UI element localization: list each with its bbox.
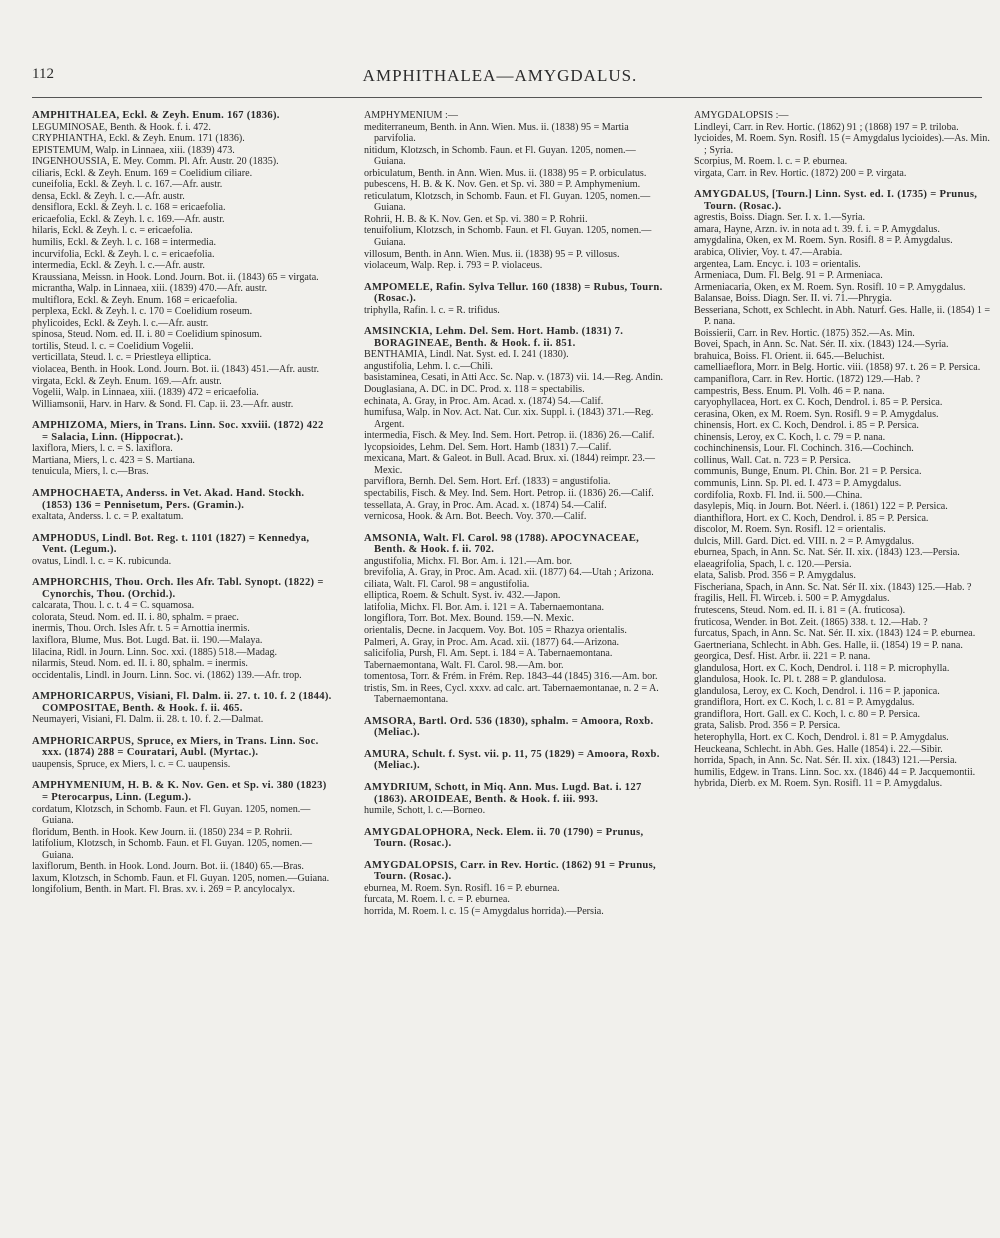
genus-entry — [32, 577, 332, 681]
species-line: agrestis, Boiss. Diagn. Ser. I. x. 1.—Syria. — [694, 212, 866, 224]
species-line: Fischeriana, Spach, in Ann. Sc. Nat. Sér II. xix. (1843) 125.—Hab. ? — [694, 581, 972, 593]
species-line: perplexa, Eckl. & Zeyh. l. c. 170 = Coelidium roseum. — [32, 306, 253, 318]
column-right — [694, 110, 994, 800]
species-line: orientalis, Decne. in Jacquem. Voy. Bot. 105 = Rhazya orientalis. — [364, 624, 627, 636]
species-line: glandulosa, Leroy, ex C. Koch, Dendrol. i. 116 = P. japonica. — [694, 685, 940, 697]
genus-entry — [32, 420, 332, 478]
species-line: caryophyllacea, Hort. ex C. Koch, Dendrol. i. 85 = P. Persica. — [694, 397, 943, 409]
genus-heading: AMYGDALUS, [Tourn.] Linn. Syst. ed. I. (1735) = Prunus, Tourn. (Rosac.). — [694, 189, 978, 212]
species-line: nilarmis, Steud. Nom. ed. II. i. 80, sphalm. = inermis. — [32, 658, 248, 670]
genus-heading: AMPHIZOMA, Miers, in Trans. Linn. Soc. xxviii. (1872) 422 = Salacia, Linn. (Hippocrat.). — [32, 420, 324, 443]
species-line: violacea, Benth. in Hook. Lond. Journ. Bot. ii. (1843) 451.—Afr. austr. — [32, 364, 320, 376]
species-line: grata, Salisb. Prod. 356 = P. Persica. — [694, 720, 841, 732]
species-line: elliptica, Roem. & Schult. Syst. iv. 432.—Japon. — [364, 590, 561, 602]
species-line: camelliaeflora, Morr. in Belg. Hortic. viii. (1858) 97. t. 26 = P. Persica. — [694, 362, 981, 374]
species-line: intermedia, Fisch. & Mey. Ind. Sem. Hort. Petrop. ii. (1836) 26.—Calif. — [364, 430, 655, 442]
species-line: triphylla, Rafin. l. c. = R. trifidus. — [364, 304, 500, 316]
genus-heading: AMPHORICARPUS, Visiani, Fl. Dalm. ii. 27. t. 10. f. 2 (1844). COMPOSITAE, Benth. & Hook. f. ii. 465. — [32, 691, 332, 714]
species-line: reticulatum, Klotzsch, in Schomb. Faun. et Fl. Guyan. 1205, nomen.—Guiana. — [364, 190, 651, 214]
species-line: Besseriana, Schott, ex Schlecht. in Abh. Naturf. Ges. Halle, ii. (1854) 1 = P. nana. — [694, 304, 991, 328]
species-line: ciliaris, Eckl. & Zeyh. Enum. 169 = Coelidium ciliare. — [32, 167, 253, 179]
species-line: occidentalis, Lindl. in Journ. Linn. Soc. vi. (1862) 139.—Afr. trop. — [32, 669, 302, 681]
species-line: Kraussiana, Meissn. in Hook. Lond. Journ. Bot. ii. (1843) 65 = virgata. — [32, 271, 319, 283]
species-line: furcatus, Spach, in Ann. Sc. Nat. Sér. II. xix. (1843) 124 = P. eburnea. — [694, 628, 976, 640]
species-line: amygdalina, Oken, ex M. Roem. Syn. Rosifl. 8 = P. Amygdalus. — [694, 235, 953, 247]
genus-entry — [364, 326, 664, 522]
species-line: chinensis, Hort. ex C. Koch, Dendrol. i. 85 = P. Persica. — [694, 420, 919, 432]
species-line: ericaefolia, Eckl. & Zeyh. l. c. 169.—Afr. austr. — [32, 213, 225, 225]
species-line: argentea, Lam. Encyc. i. 103 = orientalis. — [694, 258, 861, 270]
species-line: Douglasiana, A. DC. in DC. Prod. x. 118 = spectabilis. — [364, 384, 585, 396]
species-line: dasylepis, Miq. in Journ. Bot. Néerl. i. (1861) 122 = P. Persica. — [694, 501, 948, 513]
species-line: Armeniaca, Dum. Fl. Belg. 91 = P. Armeniaca. — [694, 270, 883, 282]
species-line: ciliata, Walt. Fl. Carol. 98 = angustifolia. — [364, 578, 530, 590]
species-line: violaceum, Walp. Rep. i. 793 = P. violaceus. — [364, 260, 543, 272]
species-line: grandiflora, Hort. ex C. Koch, l. c. 81 = P. Amygdalus. — [694, 697, 915, 709]
species-line: hilaris, Eckl. & Zeyh. l. c. = ericaefolia. — [32, 225, 193, 237]
species-line: ovatus, Lindl. l. c. = K. rubicunda. — [32, 555, 172, 567]
species-line: uaupensis, Spruce, ex Miers, l. c. = C. uaupensis. — [32, 758, 231, 770]
genus-entry — [364, 282, 664, 317]
species-line: Vogelii, Walp. in Linnaea, xiii. (1839) 472 = ericaefolia. — [32, 387, 259, 399]
genus-heading: AMPHORCHIS, Thou. Orch. Iles Afr. Tabl. Synopt. (1822) = Cynorchis, Thou. (Orchid.). — [32, 577, 324, 600]
species-line: cordifolia, Roxb. Fl. Ind. ii. 500.—China. — [694, 489, 863, 501]
species-line: Palmeri, A. Gray, in Proc. Am. Acad. xii. (1877) 64.—Arizona. — [364, 636, 620, 648]
species-line: cochinchinensis, Lour. Fl. Cochinch. 316.—Cochinch. — [694, 443, 914, 455]
species-line: multiflora, Eckl. & Zeyh. Enum. 168 = ericaefolia. — [32, 294, 238, 306]
species-line: mediterraneum, Benth. in Ann. Wien. Mus. ii. (1838) 95 = Martia parvifolia. — [364, 121, 629, 145]
genus-entry — [694, 189, 994, 789]
species-line: Tabernaemontana, Walt. Fl. Carol. 98.—Am. bor. — [364, 659, 564, 671]
genus-heading: AMPHOCHAETA, Anderss. in Vet. Akad. Hand. Stockh. (1853) 136 = Pennisetum, Pers. (Gramin.). — [32, 487, 305, 511]
species-line: Lindleyi, Carr. in Rev. Hortic. (1862) 91 ; (1868) 197 = P. triloba. — [694, 121, 959, 133]
species-line: Bovei, Spach, in Ann. Sc. Nat. Sér. II. xix. (1843) 124.—Syria. — [694, 339, 949, 351]
species-line: tenuifolium, Klotzsch, in Schomb. Faun. et Fl. Guyan. 1205, nomen.—Guiana. — [364, 225, 652, 249]
genus-heading: AMSONIA, Walt. Fl. Carol. 98 (1788). APOCYNACEAE, Benth. & Hook. f. ii. 702. — [364, 532, 640, 556]
genus-heading: AMURA, Schult. f. Syst. vii. p. 11, 75 (1829) = Amoora, Roxb. (Meliac.). — [364, 748, 660, 772]
species-line: angustifolia, Michx. Fl. Bor. Am. i. 121.—Am. bor. — [364, 555, 573, 567]
species-line: tomentosa, Torr. & Frém. in Frém. Rep. 1843–44 (1845) 316.—Am. bor. — [364, 671, 658, 683]
species-line: nitidum, Klotzsch, in Schomb. Faun. et Fl. Guyan. 1205, nomen.—Guiana. — [364, 144, 636, 168]
species-line: eburnea, Spach, in Ann. Sc. Nat. Sér. II. xix. (1843) 123.—Persia. — [694, 547, 960, 559]
species-line: glandulosa, Hort. ex C. Koch, Dendrol. i. 118 = P. microphylla. — [694, 662, 950, 674]
species-line: chinensis, Leroy, ex C. Koch, l. c. 79 = P. nana. — [694, 431, 886, 443]
species-line: horrida, Spach, in Ann. Sc. Nat. Sér. II. xix. (1843) 121.—Persia. — [694, 755, 957, 767]
species-line: villosum, Benth. in Ann. Wien. Mus. ii. (1838) 95 = P. villosus. — [364, 248, 620, 260]
species-line: longiflora, Torr. Bot. Mex. Bound. 159.—N. Mexic. — [364, 613, 574, 625]
species-line: elata, Salisb. Prod. 356 = P. Amygdalus. — [694, 570, 856, 582]
species-line: longifolium, Benth. in Mart. Fl. Bras. xv. i. 269 = P. ancylocalyx. — [32, 884, 295, 896]
species-line: lycopsioides, Lehm. Del. Sem. Hort. Hamb (1831) 7.—Calif. — [364, 441, 612, 453]
species-line: laxiflora, Miers, l. c. = S. laxiflora. — [32, 443, 173, 455]
genus-heading: AMPHORICARPUS, Spruce, ex Miers, in Trans. Linn. Soc. xxx. (1874) 288 = Couratari, Aubl. (Myrtac.). — [32, 735, 319, 759]
species-line: georgica, Desf. Hist. Arbr. ii. 221 = P. nana. — [694, 651, 871, 663]
species-line: cuneifolia, Eckl. & Zeyh. l. c. 167.—Afr. austr. — [32, 179, 223, 191]
species-line: campaniflora, Carr. in Rev. Hortic. (1872) 129.—Hab. ? — [694, 374, 921, 386]
species-line: Boissierii, Carr. in Rev. Hortic. (1875) 352.—As. Min. — [694, 327, 915, 339]
species-line: salicifolia, Pursh, Fl. Am. Sept. i. 184 = A. Tabernaemontana. — [364, 648, 613, 660]
page-number: 112 — [32, 66, 54, 82]
species-line: micrantha, Walp. in Linnaea, xiii. (1839) 470.—Afr. austr. — [32, 283, 268, 295]
species-line: inermis, Thou. Orch. Isles Afr. t. 5 = Arnottia inermis. — [32, 623, 250, 635]
species-line: humile, Schott, l. c.—Borneo. — [364, 805, 486, 817]
genus-entry — [32, 110, 332, 410]
species-line: pubescens, H. B. & K. Nov. Gen. et Sp. vi. 380 = P. Amphymenium. — [364, 179, 641, 191]
page-header — [0, 66, 1000, 88]
species-line: virgata, Eckl. & Zeyh. Enum. 169.—Afr. austr. — [32, 375, 222, 387]
species-line: cordatum, Klotzsch, in Schomb. Faun. et Fl. Guyan. 1205, nomen.—Guiana. — [32, 803, 311, 827]
genus-heading: AMYGDALOPHORA, Neck. Elem. ii. 70 (1790) = Prunus, Tourn. (Rosac.). — [364, 826, 644, 850]
species-line: tessellata, A. Gray, in Proc. Am. Acad. x. (1874) 54.—Calif. — [364, 499, 607, 511]
genus-entry — [32, 488, 332, 523]
species-line: echinata, A. Gray, in Proc. Am. Acad. x. (1874) 54.—Calif. — [364, 395, 604, 407]
genus-entry — [364, 716, 664, 739]
species-line: LEGUMINOSAE, Benth. & Hook. f. i. 472. — [32, 121, 211, 133]
species-line: phylicoides, Eckl. & Zeyh. l. c.—Afr. austr. — [32, 317, 209, 329]
species-line: intermedia, Eckl. & Zeyh. l. c.—Afr. austr. — [32, 260, 205, 272]
species-line: spectabilis, Fisch. & Mey. Ind. Sem. Hort. Petrop. ii. (1836) 26.—Calif. — [364, 487, 654, 499]
species-line: fruticosa, Wender. in Bot. Zeit. (1865) 338. t. 12.—Hab. ? — [694, 616, 928, 628]
species-line: densiflora, Eckl. & Zeyh. l. c. 168 = ericaefolia. — [32, 202, 226, 214]
species-line: dianthiflora, Hort. ex C. Koch, Dendrol. i. 85 = P. Persica. — [694, 512, 929, 524]
species-line: hybrida, Dierb. ex M. Roem. Syn. Rosifl. 11 = P. Amygdalus. — [694, 778, 943, 790]
species-line: virgata, Carr. in Rev. Hortic. (1872) 200 = P. virgata. — [694, 167, 907, 179]
species-line: fragilis, Hell. Fl. Wirceb. i. 500 = P. Amygdalus. — [694, 593, 890, 605]
column-left — [32, 110, 332, 906]
genus-entry — [694, 110, 994, 179]
column-middle — [364, 110, 664, 927]
species-line: calcarata, Thou. l. c. t. 4 = C. squamosa. — [32, 600, 195, 612]
genus-entry — [32, 533, 332, 568]
genus-heading: AMPHYMENIUM, H. B. & K. Nov. Gen. et Sp. vi. 380 (1823) = Pterocarpus, Linn. (Legum.). — [32, 780, 327, 803]
species-line: vernicosa, Hook. & Arn. Bot. Beech. Voy. 370.—Calif. — [364, 511, 587, 523]
species-line: furcata, M. Roem. l. c. = P. eburnea. — [364, 894, 510, 906]
species-line: brevifolia, A. Gray, in Proc. Am. Acad. xii. (1877) 64.—Utah ; Arizona. — [364, 567, 654, 579]
species-line: orbiculatum, Benth. in Ann. Wien. Mus. ii. (1838) 95 = P. orbiculatus. — [364, 167, 647, 179]
species-line: densa, Eckl. & Zeyh. l. c.—Afr. austr. — [32, 190, 185, 202]
species-line: incurvifolia, Eckl. & Zeyh. l. c. = ericaefolia. — [32, 248, 215, 260]
running-title: AMPHITHALEA—AMYGDALUS. — [362, 66, 638, 85]
species-line: exaltata, Anderss. l. c. = P. exaltatum. — [32, 511, 184, 523]
species-line: lycioides, M. Roem. Syn. Rosifl. 15 (= Amygdalus lycioides).—As. Min. ; Syria. — [694, 133, 990, 156]
genus-heading: AMYGDALOPSIS :— — [694, 110, 789, 121]
species-line: Neumayeri, Visiani, Fl. Dalm. ii. 28. t. 10. f. 2.—Dalmat. — [32, 714, 264, 726]
genus-entry — [364, 110, 664, 272]
genus-entry — [364, 533, 664, 706]
species-line: tristis, Sm. in Rees, Cycl. xxxv. ad calc. art. Tabernaemontanae, n. 2 = A. Tabernaemontana. — [364, 682, 659, 706]
species-line: communis, Bunge, Enum. Pl. Chin. Bor. 21 = P. Persica. — [694, 466, 922, 478]
species-line: angustifolia, Lehm. l. c.—Chili. — [364, 360, 493, 372]
species-line: Gaertneriana, Schlecht. in Abh. Ges. Halle, ii. (1854) 19 = P. nana. — [694, 639, 963, 651]
species-line: tenuicula, Miers, l. c.—Bras. — [32, 466, 149, 478]
species-line: dulcis, Mill. Gard. Dict. ed. VIII. n. 2 = P. Amygdalus. — [694, 535, 914, 547]
species-line: laxum, Klotzsch, in Schomb. Faun. et Fl. Guyan. 1205, nomen.—Guiana. — [32, 872, 330, 884]
genus-entry — [364, 749, 664, 772]
genus-heading: AMPOMELE, Rafin. Sylva Tellur. 160 (1838) = Rubus, Tourn. (Rosac.). — [364, 281, 663, 305]
species-line: EPISTEMUM, Walp. in Linnaea, xiii. (1839) 473. — [32, 144, 235, 156]
genus-entry — [32, 736, 332, 771]
species-line: communis, Linn. Sp. Pl. ed. I. 473 = P. Amygdalus. — [694, 477, 902, 489]
species-line: mexicana, Mart. & Galeot. in Bull. Acad. Brux. xi. (1844) reimpr. 23.—Mexic. — [364, 453, 655, 476]
species-line: verticillata, Steud. l. c. = Priestleya elliptica. — [32, 352, 212, 364]
species-line: latifolium, Klotzsch, in Schomb. Faun. et Fl. Guyan. 1205, nomen.—Guiana. — [32, 838, 313, 861]
species-line: discolor, M. Roem. Syn. Rosifl. 12 = orientalis. — [694, 524, 886, 536]
genus-heading: AMYGDALOPSIS, Carr. in Rev. Hortic. (1862) 91 = Prunus, Tourn. (Rosac.). — [364, 859, 656, 883]
species-line: grandiflora, Hort. Gall. ex C. Koch, l. c. 80 = P. Persica. — [694, 708, 921, 720]
genus-heading: AMSINCKIA, Lehm. Del. Sem. Hort. Hamb. (1831) 7. BORAGINEAE, Benth. & Hook. f. ii. 851. — [364, 326, 624, 349]
species-line: floridum, Benth. in Hook. Kew Journ. ii. (1850) 234 = P. Rohrii. — [32, 826, 293, 838]
species-line: heterophylla, Hort. ex C. Koch, Dendrol. i. 81 = P. Amygdalus. — [694, 731, 949, 743]
species-line: Heuckeana, Schlecht. in Abh. Ges. Halle (1854) i. 22.—Sibir. — [694, 743, 943, 755]
genus-heading: AMSORA, Bartl. Ord. 536 (1830), sphalm. = Amoora, Roxb. (Meliac.). — [364, 715, 654, 739]
species-line: laxiflora, Blume, Mus. Bot. Lugd. Bat. ii. 190.—Malaya. — [32, 634, 263, 646]
species-line: cerasina, Oken, ex M. Roem. Syn. Rosifl. 9 = P. Amygdalus. — [694, 408, 939, 420]
genus-heading: AMYDRIUM, Schott, in Miq. Ann. Mus. Lugd. Bat. i. 127 (1863). AROIDEAE, Benth. & Hook. f. iii. 993. — [364, 781, 642, 805]
species-line: tortilis, Steud. l. c. = Coelidium Vogelii. — [32, 340, 194, 352]
species-line: brahuica, Boiss. Fl. Orient. ii. 645.—Beluchist. — [694, 350, 885, 362]
species-line: eburnea, M. Roem. Syn. Rosifl. 16 = P. eburnea. — [364, 882, 560, 894]
genus-heading: AMPHYMENIUM :— — [364, 110, 458, 121]
species-line: Balansae, Boiss. Diagn. Ser. II. vi. 71.—Phrygia. — [694, 293, 892, 305]
species-line: glandulosa, Hook. Ic. Pl. t. 288 = P. glandulosa. — [694, 674, 887, 686]
species-line: Scorpius, M. Roem. l. c. = P. eburnea. — [694, 156, 848, 168]
species-line: humilis, Edgew. in Trans. Linn. Soc. xx. (1846) 44 = P. Jacquemontii. — [694, 766, 976, 778]
species-line: Williamsonii, Harv. in Harv. & Sond. Fl. Cap. ii. 23.—Afr. austr. — [32, 398, 294, 410]
genus-entry — [32, 691, 332, 726]
species-line: campestris, Bess. Enum. Pl. Volh. 46 = P. nana. — [694, 385, 885, 397]
genus-heading: AMPHODUS, Lindl. Bot. Reg. t. 1101 (1827) = Kennedya, Vent. (Legum.). — [32, 532, 310, 556]
species-line: parviflora, Bernh. Del. Sem. Hort. Erf. (1833) = angustifolia. — [364, 476, 611, 488]
species-line: INGENHOUSSIA, E. Mey. Comm. Pl. Afr. Austr. 20 (1835). — [32, 156, 279, 168]
species-line: BENTHAMIA, Lindl. Nat. Syst. ed. I. 241 (1830). — [364, 349, 569, 361]
species-line: humilis, Eckl. & Zeyh. l. c. 168 = intermedia. — [32, 237, 216, 249]
species-line: lilacina, Ridl. in Journ. Linn. Soc. xxi. (1885) 518.—Madag. — [32, 646, 278, 658]
species-line: elaeagrifolia, Spach, l. c. 120.—Persia. — [694, 558, 852, 570]
genus-entry — [364, 860, 664, 918]
genus-heading: AMPHITHALEA, Eckl. & Zeyh. Enum. 167 (1836). — [32, 110, 280, 121]
species-line: Armeniacaria, Oken, ex M. Roem. Syn. Rosifl. 10 = P. Amygdalus. — [694, 281, 966, 293]
species-line: humifusa, Walp. in Nov. Act. Nat. Cur. xix. Suppl. i. (1843) 371.—Reg. Argent. — [364, 407, 654, 430]
species-line: latifolia, Michx. Fl. Bor. Am. i. 121 = A. Tabernaemontana. — [364, 601, 605, 613]
species-line: arabica, Olivier, Voy. t. 47.—Arabia. — [694, 247, 843, 259]
genus-entry — [32, 780, 332, 895]
species-line: frutescens, Steud. Nom. ed. II. i. 81 = (A. fruticosa). — [694, 604, 906, 616]
species-line: basistaminea, Cesati, in Atti Acc. Sc. Nap. v. (1873) vii. 14.—Reg. Andin. — [364, 372, 664, 384]
species-line: spinosa, Steud. Nom. ed. II. i. 80 = Coelidium spinosum. — [32, 329, 262, 341]
species-line: CRYPHIANTHA, Eckl. & Zeyh. Enum. 171 (1836). — [32, 133, 245, 145]
genus-entry — [364, 782, 664, 817]
species-line: colorata, Steud. Nom. ed. II. i. 80, sphalm. = praec. — [32, 611, 239, 623]
genus-entry — [364, 827, 664, 850]
species-line: laxiflorum, Benth. in Hook. Lond. Journ. Bot. ii. (1840) 65.—Bras. — [32, 861, 304, 873]
species-line: amara, Hayne, Arzn. iv. in nota ad t. 39. f. i. = P. Amygdalus. — [694, 223, 940, 235]
header-rule — [32, 97, 982, 98]
species-line: collinus, Wall. Cat. n. 723 = P. Persica. — [694, 454, 851, 466]
species-line: horrida, M. Roem. l. c. 15 (= Amygdalus horrida).—Persia. — [364, 905, 604, 917]
species-line: Martiana, Miers, l. c. 423 = S. Martiana. — [32, 454, 195, 466]
species-line: Rohrii, H. B. & K. Nov. Gen. et Sp. vi. 380 = P. Rohrii. — [364, 213, 588, 225]
